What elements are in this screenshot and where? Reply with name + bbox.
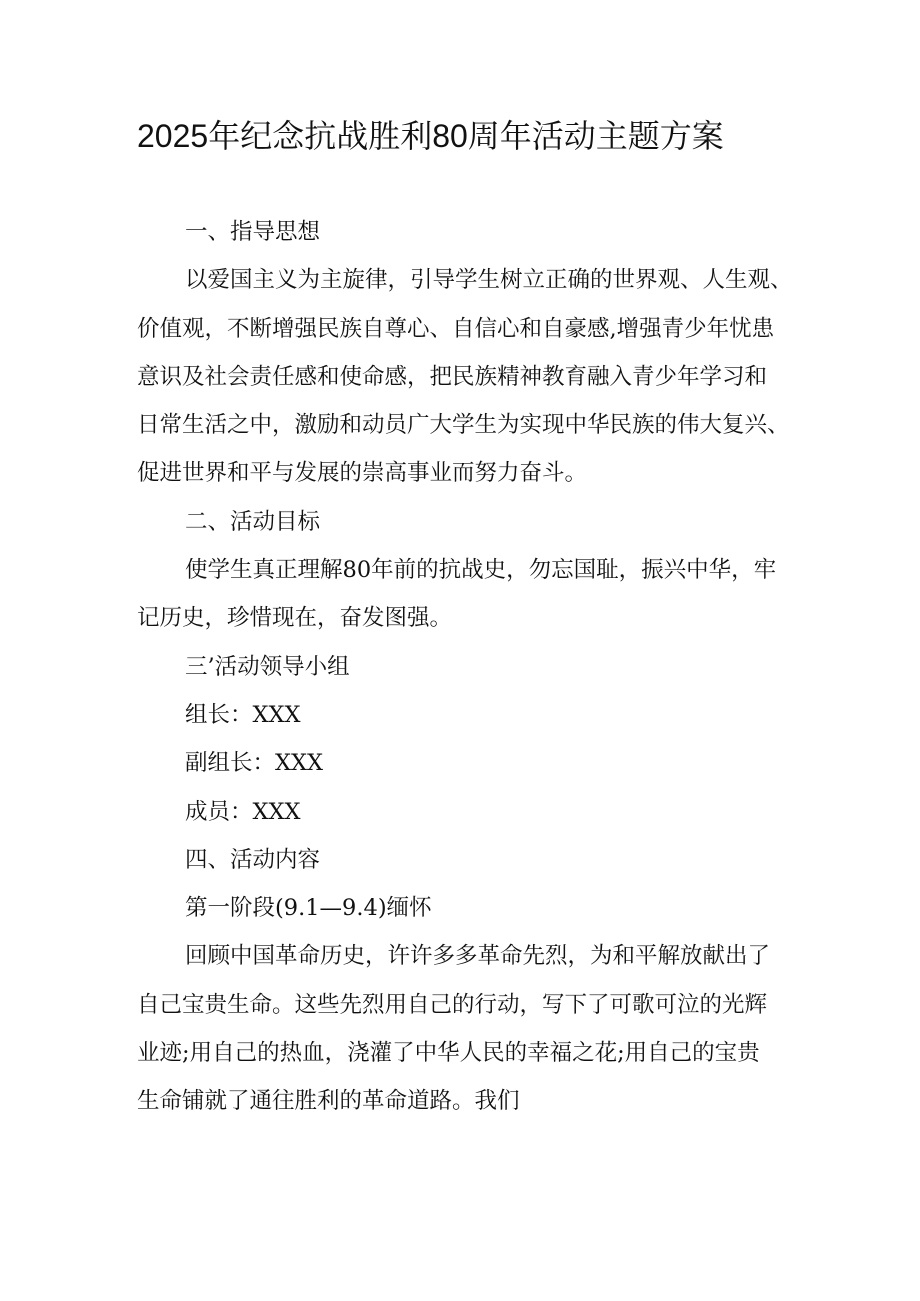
deputy-leader-entry: 副组长：XXX xyxy=(185,750,324,777)
section-heading-guiding-ideology: 一、指导思想 xyxy=(185,219,321,245)
paragraph-activity-goal xyxy=(137,546,797,643)
paragraph-line: 日常生活之中，激励和动员广大学生为实现中华民族的伟大复兴、 xyxy=(137,412,790,439)
paragraph-line: 以爱国主义为主旋律，引导学生树立正确的世界观、人生观、 xyxy=(185,267,793,294)
paragraph-line: 自己宝贵生命。这些先烈用自己的行动，写下了可歌可泣的光辉 xyxy=(137,991,768,1018)
section-heading-activity-goal: 二、活动目标 xyxy=(185,508,321,535)
paragraph-line: 促进世界和平与发展的崇高事业而努力奋斗。 xyxy=(137,460,588,487)
members-entry: 成员：XXX xyxy=(185,798,301,825)
paragraph-line: 使学生真正理解80年前的抗战史，勿忘国耻，振兴中华，牢 xyxy=(185,557,777,584)
paragraph-line: 意识及社会责任感和使命感，把民族精神教育融入青少年学习和 xyxy=(137,363,768,390)
leader-entry: 组长：XXX xyxy=(185,701,301,728)
paragraph-line: 回顾中国革命历史，许许多多革命先烈，为和平解放献出了 xyxy=(185,943,771,970)
section-heading-leadership-group: 三’活动领导小组 xyxy=(185,653,350,680)
document-title: 2025年纪念抗战胜利80周年活动主题方案 xyxy=(137,118,724,154)
paragraph-guiding-ideology xyxy=(137,256,797,497)
phase1-heading: 第一阶段(9.1—9.4)缅怀 xyxy=(185,895,432,922)
paragraph-line: 生命铺就了通往胜利的革命道路。我们 xyxy=(137,1088,520,1115)
paragraph-line: 业迹;用自己的热血，浇灌了中华人民的幸福之花;用自己的宝贵 xyxy=(137,1040,760,1067)
paragraph-line: 记历史，珍惜现在，奋发图强。 xyxy=(137,605,453,632)
document-body xyxy=(137,208,797,1126)
paragraph-line: 价值观，不断增强民族自尊心、自信心和自豪感,增强青少年忧患 xyxy=(137,315,775,342)
paragraph-phase1 xyxy=(137,932,797,1125)
section-heading-activity-content: 四、活动内容 xyxy=(185,846,321,873)
